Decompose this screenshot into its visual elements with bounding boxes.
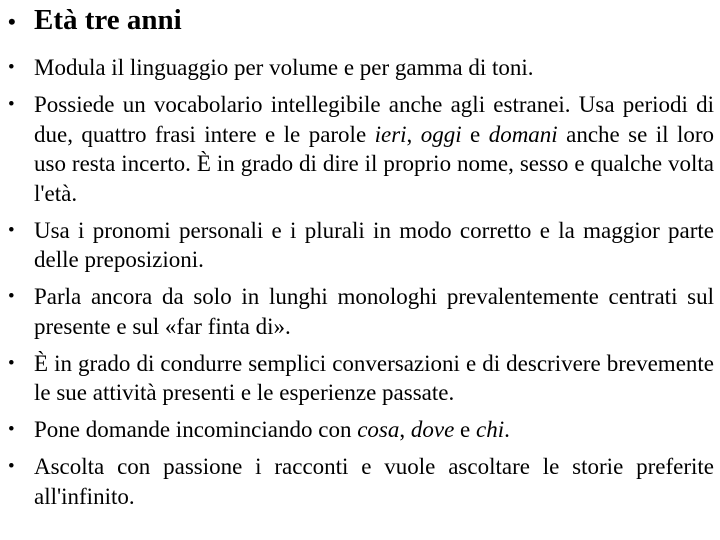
italic-word: ieri [374,121,407,147]
bullet-list [8,53,714,519]
list-item-text: Ascolta con passione i racconti e vuole ascoltare le storie preferite all'infinito. [34,454,714,509]
list-item [8,216,714,275]
list-item-text: Modula il linguaggio per volume e per gamma di toni. [34,55,534,80]
italic-word: domani [488,121,558,147]
list-item-text: Possiede un vocabolario intellegibile anche agli estranei. Usa periodi di due, quattro frasi intere e le parole ieri, oggi e domani anche se il loro uso resta incerto. È in grado di dire il proprio nome, sesso e qualche volta l'età. [34,92,715,206]
bullet-icon: • [8,286,15,307]
list-item-text: Parla ancora da solo in lunghi monologhi prevalentemente centrati sul presente e sul «far finta di». [34,284,714,339]
italic-word: chi [476,417,505,442]
bullet-icon: • [8,94,15,115]
list-item [8,452,714,511]
bullet-icon: • [8,57,15,78]
bullet-icon: • [8,219,15,241]
title-bullet-icon: • [8,9,16,34]
italic-word: dove [410,417,455,442]
italic-word: oggi [420,121,462,147]
list-item-text: È in grado di condurre semplici conversazioni e di descrivere brevemente le sue attività presenti e le esperienze passate. [34,350,714,405]
list-item-text: Usa i pronomi personali e i plurali in modo corretto e la maggior parte delle preposizioni. [34,217,714,272]
list-item-text: Pone domande incominciando con cosa, dove e chi. [34,417,510,442]
list-item [8,53,714,83]
bullet-icon: • [8,456,15,477]
list-item [8,349,714,408]
list-item [8,282,714,341]
bullet-icon: • [8,352,15,374]
title-row [8,4,182,37]
page-title: Età tre anni [34,4,182,36]
bullet-icon: • [8,419,15,440]
italic-word: cosa [357,417,400,442]
list-item [8,90,714,208]
list-item [8,415,714,445]
